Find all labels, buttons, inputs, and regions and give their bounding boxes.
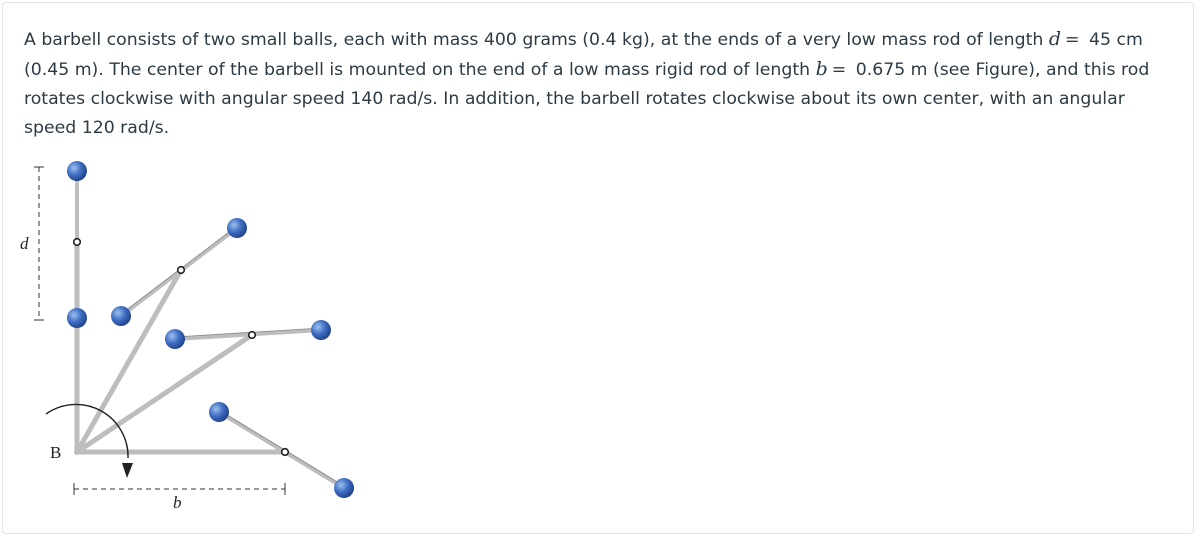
ball bbox=[67, 161, 87, 181]
ball bbox=[311, 320, 331, 340]
equals-sign-1: = bbox=[1065, 30, 1080, 50]
ball bbox=[227, 218, 247, 238]
equals-sign-2: = bbox=[831, 60, 847, 80]
barbell-figure bbox=[0, 140, 400, 540]
rotation-arrowhead bbox=[122, 463, 133, 478]
label-d: d bbox=[20, 234, 29, 253]
barbell-rods bbox=[77, 171, 344, 488]
ball bbox=[111, 306, 131, 326]
problem-text-part2: 45 cm (0.45 m). The center of the barbell is mounted on the end of a low mass rigid rod of length bbox=[24, 30, 1143, 80]
barbell-rod-edges bbox=[121, 226, 344, 486]
ball bbox=[209, 402, 229, 422]
problem-text-part1: A barbell consists of two small balls, each with mass 400 grams (0.4 kg), at the ends of a very low mass rod of length bbox=[24, 30, 1049, 50]
label-B: B bbox=[50, 443, 62, 462]
ball bbox=[165, 329, 185, 349]
pivot-b bbox=[74, 449, 80, 455]
ball bbox=[334, 478, 354, 498]
ball bbox=[67, 308, 87, 328]
variable-d: d bbox=[1048, 28, 1061, 50]
d-dimension-marker bbox=[34, 167, 44, 320]
label-b: b bbox=[173, 493, 182, 512]
variable-b: b bbox=[815, 58, 828, 80]
problem-text bbox=[24, 25, 1174, 143]
problem-text-part3: 0.675 m (see Figure), and this rod rotates clockwise with angular speed 140 rad/s. In addition, the barbell rotates clockwise about its own center, with an angular speed 120 rad/s. bbox=[24, 60, 1150, 138]
